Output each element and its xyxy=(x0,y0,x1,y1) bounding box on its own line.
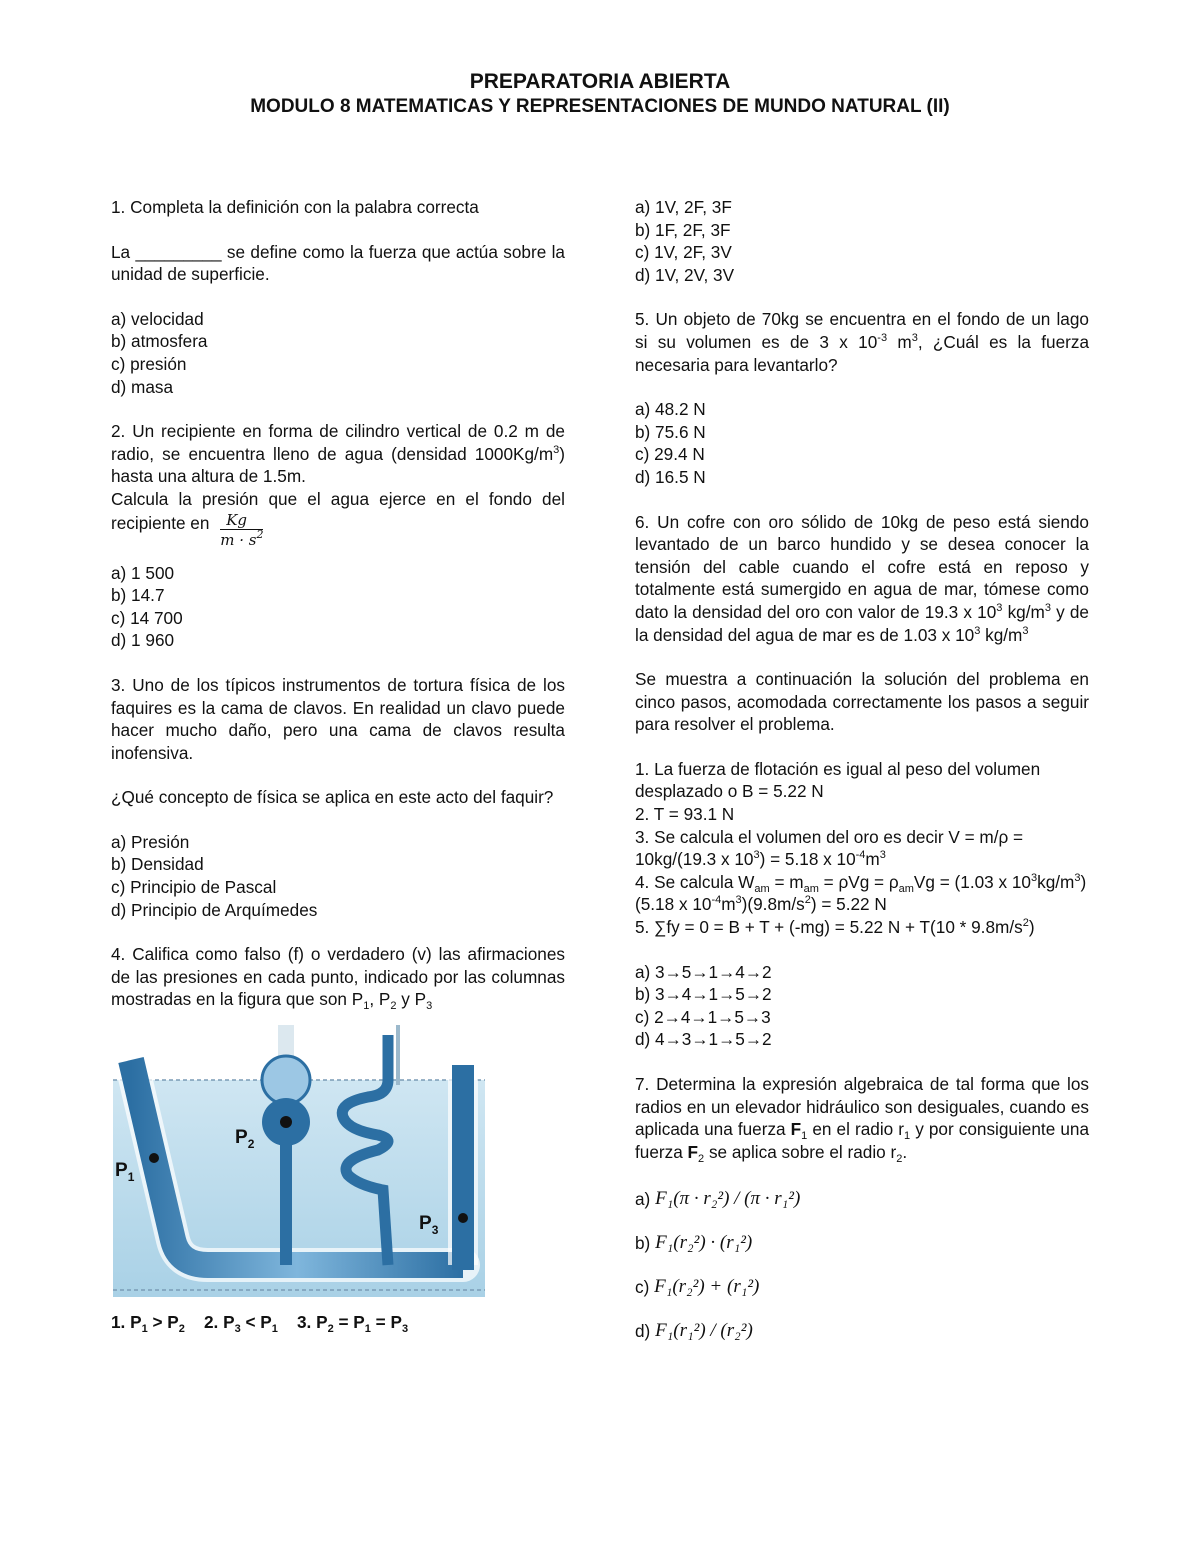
q7-text: 7. Determina la expresión algebraica de tal forma que los radios en un elevador hidráulico son desiguales, cuando es aplicada una fuerza $F_1$ en el radio $r_1$ y por consiguiente una fuerza $F_2$ se aplica sobre el radio $r_2$. xyxy=(635,1074,1090,1165)
q3-option-c: c) Principio de Pascal xyxy=(111,877,277,898)
q6-option-d: d) 4→3→1→5→2 xyxy=(635,1029,772,1050)
q6-option-c: c) 2→4→1→5→3 xyxy=(635,1006,771,1027)
label-p1: $P_1$ xyxy=(115,1160,135,1185)
pressure-columns-figure xyxy=(113,1025,485,1297)
q2-option-d: d) 1 960 xyxy=(111,630,175,651)
q1-option-c: c) presión xyxy=(111,353,187,374)
q6-intro: Se muestra a continuación la solución del problema en cinco pasos, acomodada correctamente los pasos a seguir para resolver el problema. xyxy=(635,669,1089,735)
q5-option-d: d) 16.5 N xyxy=(635,466,706,487)
q4-option-d: d) 1V, 2V, 3V xyxy=(635,264,735,285)
q1-option-b: b) atmosfera xyxy=(111,331,208,352)
q4-text: 4. Califica como falso (f) o verdadero (v) las afirmaciones de las presiones en cada punto, indicado por las columnas mostradas en la figura que son $P_1$, $P_2$ y $P_3$ xyxy=(111,944,565,1013)
q6-option-a: a) 3→5→1→4→2 xyxy=(635,961,772,982)
label-p3: $P_3$ xyxy=(419,1213,439,1238)
q6-option-b: b) 3→4→1→5→2 xyxy=(635,984,772,1005)
page-subtitle: MODULO 8 MATEMATICAS Y REPRESENTACIONES DE MUNDO NATURAL (II) xyxy=(250,96,950,117)
point-p2 xyxy=(280,1116,292,1128)
center-bulb xyxy=(262,1056,310,1104)
q1-option-a: a) velocidad xyxy=(111,308,204,329)
right-column xyxy=(635,196,1089,1353)
q5-option-c: c) 29.4 N xyxy=(635,444,705,465)
q3-option-b: b) Densidad xyxy=(111,854,204,875)
q7-option-d: d) F₁(r₁²) / (r₂²) xyxy=(635,1320,753,1342)
q2-option-b: b) 14.7 xyxy=(111,585,165,606)
point-p1 xyxy=(149,1153,159,1163)
unit-fraction: $\frac{Kg}{m \cdot s^2}$ xyxy=(220,510,264,549)
q2-text: 2. Un recipiente en forma de cilindro vertical de 0.2 m de radio, se encuentra lleno de agua (densidad $1000Kg/m^3$) hasta una altura de 1.5m. xyxy=(111,421,565,487)
q3-option-d: d) Principio de Arquímedes xyxy=(111,899,318,920)
q4-option-a: a) 1V, 2F, 3F xyxy=(635,197,732,217)
page-title: PREPARATORIA ABIERTA xyxy=(469,70,731,93)
q6-step-5: 5. ∑fy = 0 = B + T + (-mg) = 5.22 $N + T(10 * 9.8m/s^2)$ xyxy=(635,917,1035,938)
q2-option-c: c) 14 700 xyxy=(111,607,183,628)
q1-statement: La _________ se define como la fuerza que actúa sobre la unidad de superficie. xyxy=(111,241,565,285)
q2-option-a: a) 1 500 xyxy=(111,562,175,583)
point-p3 xyxy=(458,1213,468,1223)
label-p2: $P_2$ xyxy=(235,1127,255,1152)
q4-option-b: b) 1F, 2F, 3F xyxy=(635,219,731,240)
q5-option-b: b) 75.6 N xyxy=(635,421,706,442)
q6-step-4: 4. Se calcula $W_{am} = m_{am} = \rho Vg = \rho_{am}Vg = (1.03$ x $10^3kg/m^3)(5.18$ x $10^{-4}m^3)(9.8m/s^2) = 5.22$ N xyxy=(635,871,1087,915)
q6-step-3: 3. Se calcula el volumen del oro es decir V = m/ρ = 10kg/(19.3 x $10^3) = 5.18$ x $10^{-4}m^3$ xyxy=(635,826,1024,870)
q7-option-c: c) F₁(r₂²) + (r₁²) xyxy=(635,1276,760,1298)
q6-step-1: 1. La fuerza de flotación es igual al peso del volumen desplazado o B = 5.22 N xyxy=(635,758,1041,802)
q7-option-a: a) F₁(π · r₂²) / (π · r₁²) xyxy=(635,1188,801,1210)
q1-prompt: 1. Completa la definición con la palabra correcta xyxy=(111,197,479,217)
q5-option-a: a) 48.2 N xyxy=(635,399,706,420)
left-column xyxy=(111,196,565,1334)
q5-text: 5. Un objeto de 70kg se encuentra en el fondo de un lago si su volumen es de 3 x $10^{-3}$ $m^3$, ¿Cuál es la fuerza necesaria para levantarlo? xyxy=(635,309,1090,375)
q4-statements: 1. $P_1 > P_2$ 2. $P_3 < P_1$ 3. $P_2 = P_1 = P_3$ xyxy=(111,1312,409,1336)
q4-option-c: c) 1V, 2F, 3V xyxy=(635,242,732,263)
q2-question: Calcula la presión que el agua ejerce en el fondo del recipiente en $\frac{Kg}{m \cdot s^2}$ xyxy=(111,488,565,549)
q6-step-2: 2. T = 93.1 N xyxy=(635,804,735,825)
q6-text: 6. Un cofre con oro sólido de 10kg de peso está siendo levantado de un barco hundido y se desea conocer la tensión del cable cuando el cofre está en reposo y totalmente está sumergido en agua de mar, tómese como dato la densidad del oro con valor de 19.3 x $10^3$ $kg/m^3$ y de la densidad del agua de mar es de 1.03 x $10^3$ $kg/m^3$ xyxy=(635,511,1089,645)
q1-option-d: d) masa xyxy=(111,376,174,397)
q3-option-a: a) Presión xyxy=(111,831,190,852)
q3-text: 3. Uno de los típicos instrumentos de tortura física de los faquires es la cama de clavos. En realidad un clavo puede hacer mucho daño, pero una cama de clavos resulta inofensiva. xyxy=(111,674,565,763)
q7-option-b: b) F₁(r₂²) · (r₁²) xyxy=(635,1232,753,1254)
q3-question: ¿Qué concepto de física se aplica en este acto del faquir? xyxy=(111,787,554,808)
